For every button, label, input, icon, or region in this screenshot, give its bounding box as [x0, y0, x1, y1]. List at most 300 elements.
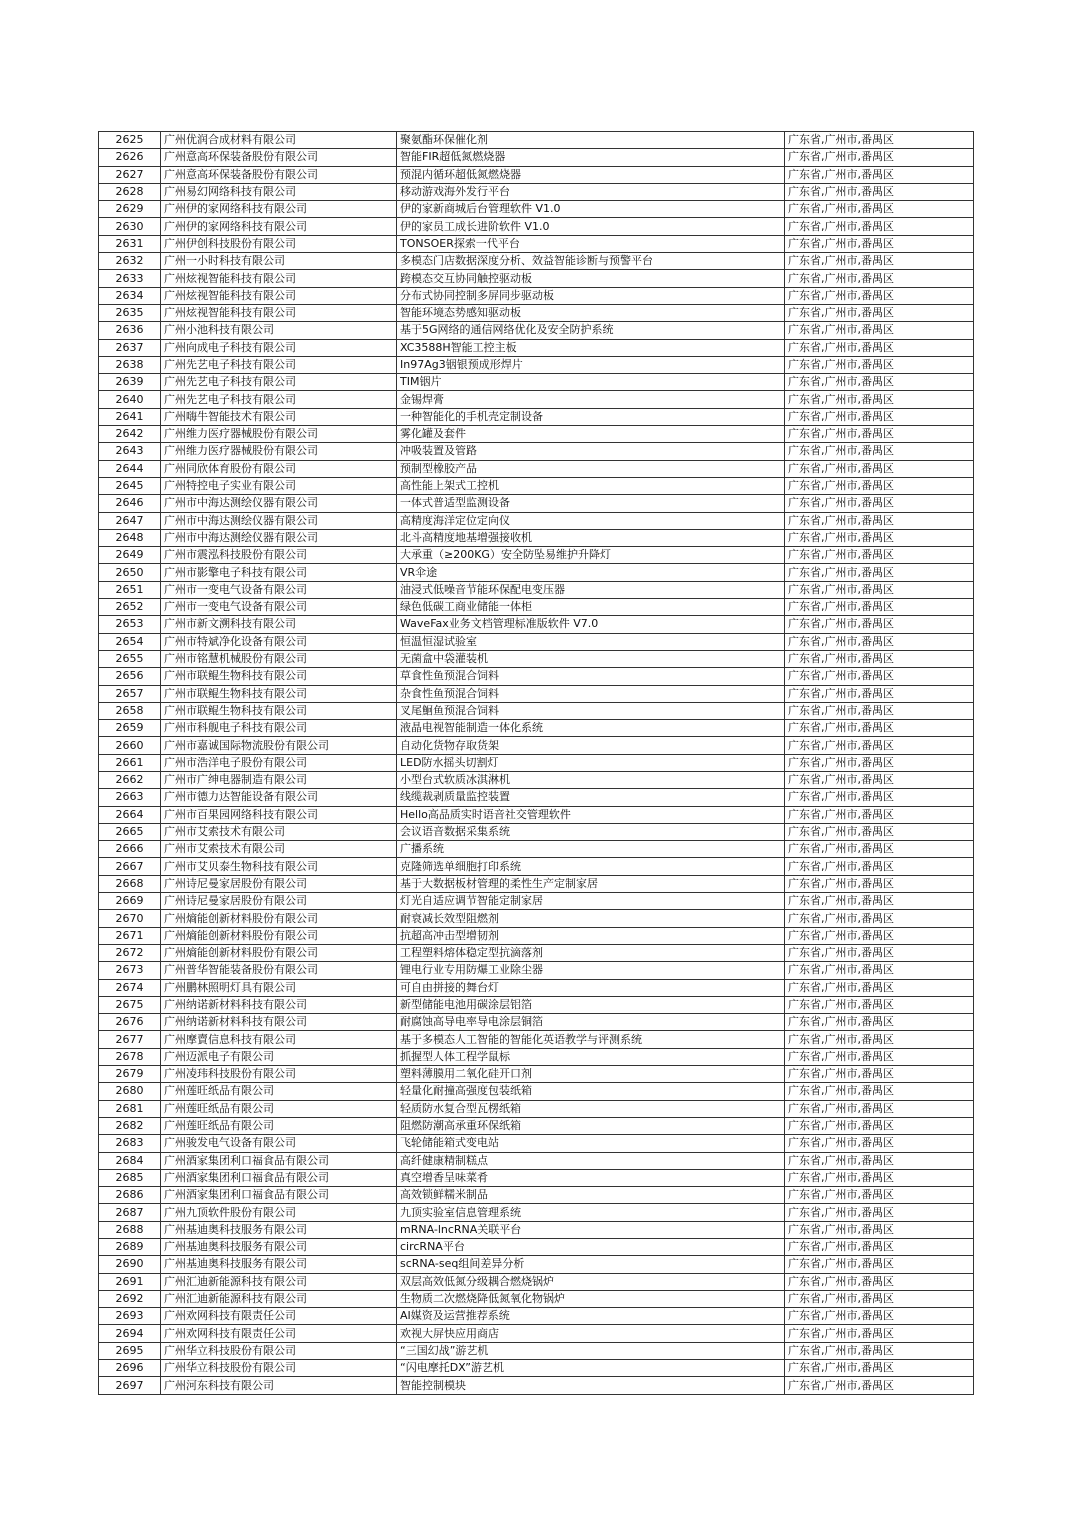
table-row — [99, 1187, 974, 1204]
product-table — [98, 131, 974, 1395]
region-cell: 广东省,广州市,番禺区 — [785, 253, 974, 270]
region-cell: 广东省,广州市,番禺区 — [785, 685, 974, 702]
row-number-cell: 2632 — [99, 253, 161, 270]
table-row — [99, 996, 974, 1013]
region-cell: 广东省,广州市,番禺区 — [785, 564, 974, 581]
region-cell: 广东省,广州市,番禺区 — [785, 512, 974, 529]
row-number-cell: 2685 — [99, 1169, 161, 1186]
row-number-cell: 2659 — [99, 720, 161, 737]
product-name-cell: 可自由拼接的舞台灯 — [397, 979, 785, 996]
region-cell: 广东省,广州市,番禺区 — [785, 1273, 974, 1290]
company-name-cell: 广州向成电子科技有限公司 — [161, 339, 397, 356]
row-number-cell: 2669 — [99, 893, 161, 910]
table-row — [99, 599, 974, 616]
row-number-cell: 2665 — [99, 823, 161, 840]
table-row — [99, 1014, 974, 1031]
row-number-cell: 2649 — [99, 547, 161, 564]
product-name-cell: 阻燃防潮高承重环保纸箱 — [397, 1117, 785, 1134]
table-row — [99, 806, 974, 823]
region-cell: 广东省,广州市,番禺区 — [785, 737, 974, 754]
table-row — [99, 1308, 974, 1325]
row-number-cell: 2683 — [99, 1135, 161, 1152]
row-number-cell: 2643 — [99, 443, 161, 460]
company-name-cell: 广州迈派电子有限公司 — [161, 1048, 397, 1065]
row-number-cell: 2684 — [99, 1152, 161, 1169]
company-name-cell: 广州汇迪新能源科技有限公司 — [161, 1273, 397, 1290]
table-row — [99, 564, 974, 581]
product-name-cell: mRNA-lncRNA关联平台 — [397, 1221, 785, 1238]
row-number-cell: 2641 — [99, 408, 161, 425]
product-name-cell: 冲吸装置及管路 — [397, 443, 785, 460]
product-name-cell: 预制型橡胶产品 — [397, 460, 785, 477]
region-cell: 广东省,广州市,番禺区 — [785, 201, 974, 218]
table-row — [99, 443, 974, 460]
company-name-cell: 广州市嘉诚国际物流股份有限公司 — [161, 737, 397, 754]
row-number-cell: 2640 — [99, 391, 161, 408]
region-cell: 广东省,广州市,番禺区 — [785, 166, 974, 183]
table-row — [99, 841, 974, 858]
table-row — [99, 374, 974, 391]
product-name-cell: 会议语音数据采集系统 — [397, 823, 785, 840]
company-name-cell: 广州基迪奥科技服务有限公司 — [161, 1256, 397, 1273]
region-cell: 广东省,广州市,番禺区 — [785, 668, 974, 685]
product-name-cell: 金锡焊膏 — [397, 391, 785, 408]
company-name-cell: 广州欢网科技有限责任公司 — [161, 1308, 397, 1325]
row-number-cell: 2638 — [99, 356, 161, 373]
region-cell: 广东省,广州市,番禺区 — [785, 183, 974, 200]
product-name-cell: Hello高品质实时语音社交管理软件 — [397, 806, 785, 823]
row-number-cell: 2635 — [99, 304, 161, 321]
table-row — [99, 201, 974, 218]
table-row — [99, 304, 974, 321]
product-name-cell: 恒温恒湿试验室 — [397, 633, 785, 650]
row-number-cell: 2654 — [99, 633, 161, 650]
region-cell: 广东省,广州市,番禺区 — [785, 356, 974, 373]
region-cell: 广东省,广州市,番禺区 — [785, 1066, 974, 1083]
table-row — [99, 1290, 974, 1307]
table-row — [99, 408, 974, 425]
table-row — [99, 547, 974, 564]
product-name-cell: 跨模态交互协同触控驱动板 — [397, 270, 785, 287]
company-name-cell: 广州先艺电子科技有限公司 — [161, 356, 397, 373]
product-name-cell: 绿色低碳工商业储能一体柜 — [397, 599, 785, 616]
table-row — [99, 702, 974, 719]
company-name-cell: 广州市中海达测绘仪器有限公司 — [161, 512, 397, 529]
table-body — [99, 132, 974, 1395]
table-row — [99, 1169, 974, 1186]
company-name-cell: 广州市一变电气设备有限公司 — [161, 581, 397, 598]
row-number-cell: 2673 — [99, 962, 161, 979]
row-number-cell: 2634 — [99, 287, 161, 304]
company-name-cell: 广州熵能创新材料股份有限公司 — [161, 944, 397, 961]
row-number-cell: 2658 — [99, 702, 161, 719]
company-name-cell: 广州诗尼曼家居股份有限公司 — [161, 875, 397, 892]
row-number-cell: 2639 — [99, 374, 161, 391]
row-number-cell: 2637 — [99, 339, 161, 356]
table-row — [99, 1273, 974, 1290]
region-cell: 广东省,广州市,番禺区 — [785, 1031, 974, 1048]
table-row — [99, 1117, 974, 1134]
region-cell: 广东省,广州市,番禺区 — [785, 132, 974, 149]
table-row — [99, 183, 974, 200]
company-name-cell: 广州河东科技有限公司 — [161, 1377, 397, 1394]
region-cell: 广东省,广州市,番禺区 — [785, 1117, 974, 1134]
row-number-cell: 2682 — [99, 1117, 161, 1134]
product-name-cell: circRNA平台 — [397, 1239, 785, 1256]
region-cell: 广东省,广州市,番禺区 — [785, 1342, 974, 1359]
company-name-cell: 广州基迪奥科技服务有限公司 — [161, 1221, 397, 1238]
company-name-cell: 广州市一变电气设备有限公司 — [161, 599, 397, 616]
company-name-cell: 广州诗尼曼家居股份有限公司 — [161, 893, 397, 910]
table-row — [99, 166, 974, 183]
company-name-cell: 广州市铭慧机械股份有限公司 — [161, 650, 397, 667]
company-name-cell: 广州市联鲲生物科技有限公司 — [161, 685, 397, 702]
row-number-cell: 2672 — [99, 944, 161, 961]
product-name-cell: 伊的家员工成长进阶软件 V1.0 — [397, 218, 785, 235]
row-number-cell: 2657 — [99, 685, 161, 702]
row-number-cell: 2674 — [99, 979, 161, 996]
company-name-cell: 广州纳诺新材料科技有限公司 — [161, 996, 397, 1013]
product-name-cell: 轻质防水复合型瓦楞纸箱 — [397, 1100, 785, 1117]
company-name-cell: 广州莲旺纸品有限公司 — [161, 1083, 397, 1100]
company-name-cell: 广州伊创科技股份有限公司 — [161, 235, 397, 252]
company-name-cell: 广州小池科技有限公司 — [161, 322, 397, 339]
product-name-cell: 欢视大屏快应用商店 — [397, 1325, 785, 1342]
company-name-cell: 广州基迪奥科技服务有限公司 — [161, 1239, 397, 1256]
table-row — [99, 1360, 974, 1377]
product-name-cell: 耐腐蚀高导电率导电涂层铜箔 — [397, 1014, 785, 1031]
company-name-cell: 广州汇迪新能源科技有限公司 — [161, 1290, 397, 1307]
table-row — [99, 1152, 974, 1169]
row-number-cell: 2686 — [99, 1187, 161, 1204]
company-name-cell: 广州易幻网络科技有限公司 — [161, 183, 397, 200]
region-cell: 广东省,广州市,番禺区 — [785, 823, 974, 840]
row-number-cell: 2644 — [99, 460, 161, 477]
company-name-cell: 广州维力医疗器械股份有限公司 — [161, 426, 397, 443]
table-row — [99, 1048, 974, 1065]
table-row — [99, 1221, 974, 1238]
row-number-cell: 2662 — [99, 771, 161, 788]
region-cell: 广东省,广州市,番禺区 — [785, 789, 974, 806]
row-number-cell: 2651 — [99, 581, 161, 598]
product-name-cell: 锂电行业专用防爆工业除尘器 — [397, 962, 785, 979]
table-row — [99, 650, 974, 667]
region-cell: 广东省,广州市,番禺区 — [785, 460, 974, 477]
company-name-cell: 广州市新文溯科技有限公司 — [161, 616, 397, 633]
region-cell: 广东省,广州市,番禺区 — [785, 1308, 974, 1325]
product-name-cell: 灯光自适应调节智能定制家居 — [397, 893, 785, 910]
table-row — [99, 339, 974, 356]
company-name-cell: 广州伊的家网络科技有限公司 — [161, 218, 397, 235]
row-number-cell: 2694 — [99, 1325, 161, 1342]
table-row — [99, 235, 974, 252]
company-name-cell: 广州先艺电子科技有限公司 — [161, 391, 397, 408]
product-name-cell: VR伞途 — [397, 564, 785, 581]
region-cell: 广东省,广州市,番禺区 — [785, 1152, 974, 1169]
table-row — [99, 426, 974, 443]
row-number-cell: 2681 — [99, 1100, 161, 1117]
region-cell: 广东省,广州市,番禺区 — [785, 944, 974, 961]
product-name-cell: 抗超高冲击型增韧剂 — [397, 927, 785, 944]
row-number-cell: 2697 — [99, 1377, 161, 1394]
row-number-cell: 2668 — [99, 875, 161, 892]
table-row — [99, 495, 974, 512]
table-row — [99, 875, 974, 892]
product-name-cell: 九顶实验室信息管理系统 — [397, 1204, 785, 1221]
company-name-cell: 广州市中海达测绘仪器有限公司 — [161, 529, 397, 546]
company-name-cell: 广州市艾贝泰生物科技有限公司 — [161, 858, 397, 875]
product-name-cell: 预混内循环超低氮燃烧器 — [397, 166, 785, 183]
region-cell: 广东省,广州市,番禺区 — [785, 771, 974, 788]
row-number-cell: 2690 — [99, 1256, 161, 1273]
row-number-cell: 2647 — [99, 512, 161, 529]
region-cell: 广东省,广州市,番禺区 — [785, 235, 974, 252]
company-name-cell: 广州炫视智能科技有限公司 — [161, 304, 397, 321]
table-row — [99, 685, 974, 702]
region-cell: 广东省,广州市,番禺区 — [785, 581, 974, 598]
table-row — [99, 616, 974, 633]
company-name-cell: 广州欢网科技有限责任公司 — [161, 1325, 397, 1342]
product-name-cell: “三国幻战”游艺机 — [397, 1342, 785, 1359]
table-row — [99, 944, 974, 961]
company-name-cell: 广州市联鲲生物科技有限公司 — [161, 668, 397, 685]
product-name-cell: 新型储能电池用碳涂层铝箔 — [397, 996, 785, 1013]
company-name-cell: 广州炫视智能科技有限公司 — [161, 270, 397, 287]
table-row — [99, 1100, 974, 1117]
region-cell: 广东省,广州市,番禺区 — [785, 426, 974, 443]
row-number-cell: 2642 — [99, 426, 161, 443]
product-name-cell: 双层高效低氮分级耦合燃烧锅炉 — [397, 1273, 785, 1290]
region-cell: 广东省,广州市,番禺区 — [785, 287, 974, 304]
product-name-cell: 轻量化耐撞高强度包装纸箱 — [397, 1083, 785, 1100]
region-cell: 广东省,广州市,番禺区 — [785, 1290, 974, 1307]
region-cell: 广东省,广州市,番禺区 — [785, 858, 974, 875]
row-number-cell: 2695 — [99, 1342, 161, 1359]
product-name-cell: 伊的家新商城后台管理软件 V1.0 — [397, 201, 785, 218]
row-number-cell: 2680 — [99, 1083, 161, 1100]
row-number-cell: 2646 — [99, 495, 161, 512]
row-number-cell: 2628 — [99, 183, 161, 200]
product-name-cell: 抓握型人体工程学鼠标 — [397, 1048, 785, 1065]
product-name-cell: 飞轮储能箱式变电站 — [397, 1135, 785, 1152]
region-cell: 广东省,广州市,番禺区 — [785, 1221, 974, 1238]
product-name-cell: AI媒资及运营推荐系统 — [397, 1308, 785, 1325]
row-number-cell: 2626 — [99, 149, 161, 166]
table-row — [99, 771, 974, 788]
product-name-cell: 真空增香呈味菜肴 — [397, 1169, 785, 1186]
table-row — [99, 581, 974, 598]
row-number-cell: 2676 — [99, 1014, 161, 1031]
table-row — [99, 823, 974, 840]
company-name-cell: 广州特控电子实业有限公司 — [161, 477, 397, 494]
row-number-cell: 2692 — [99, 1290, 161, 1307]
region-cell: 广东省,广州市,番禺区 — [785, 339, 974, 356]
row-number-cell: 2629 — [99, 201, 161, 218]
product-name-cell: 广播系统 — [397, 841, 785, 858]
table-row — [99, 270, 974, 287]
row-number-cell: 2625 — [99, 132, 161, 149]
company-name-cell: 广州鹏林照明灯具有限公司 — [161, 979, 397, 996]
region-cell: 广东省,广州市,番禺区 — [785, 408, 974, 425]
row-number-cell: 2661 — [99, 754, 161, 771]
company-name-cell: 广州普华智能装备股份有限公司 — [161, 962, 397, 979]
product-name-cell: 无菌盒中袋灌装机 — [397, 650, 785, 667]
region-cell: 广东省,广州市,番禺区 — [785, 616, 974, 633]
company-name-cell: 广州纳诺新材料科技有限公司 — [161, 1014, 397, 1031]
company-name-cell: 广州伊的家网络科技有限公司 — [161, 201, 397, 218]
company-name-cell: 广州凌玮科技股份有限公司 — [161, 1066, 397, 1083]
region-cell: 广东省,广州市,番禺区 — [785, 391, 974, 408]
table-row — [99, 1031, 974, 1048]
company-name-cell: 广州酒家集团利口福食品有限公司 — [161, 1187, 397, 1204]
region-cell: 广东省,广州市,番禺区 — [785, 599, 974, 616]
product-name-cell: 雾化罐及套件 — [397, 426, 785, 443]
product-name-cell: 智能控制模块 — [397, 1377, 785, 1394]
product-name-cell: LED防水摇头切割灯 — [397, 754, 785, 771]
company-name-cell: 广州同欣体育股份有限公司 — [161, 460, 397, 477]
table-row — [99, 910, 974, 927]
company-name-cell: 广州莲旺纸品有限公司 — [161, 1100, 397, 1117]
table-row — [99, 287, 974, 304]
table-row — [99, 754, 974, 771]
region-cell: 广东省,广州市,番禺区 — [785, 443, 974, 460]
product-name-cell: 基于多模态人工智能的智能化英语教学与评测系统 — [397, 1031, 785, 1048]
region-cell: 广东省,广州市,番禺区 — [785, 806, 974, 823]
product-name-cell: 一体式普适型监测设备 — [397, 495, 785, 512]
product-name-cell: XC3588H智能工控主板 — [397, 339, 785, 356]
region-cell: 广东省,广州市,番禺区 — [785, 1325, 974, 1342]
company-name-cell: 广州市科舰电子科技有限公司 — [161, 720, 397, 737]
product-name-cell: TIM铟片 — [397, 374, 785, 391]
region-cell: 广东省,广州市,番禺区 — [785, 910, 974, 927]
region-cell: 广东省,广州市,番禺区 — [785, 1100, 974, 1117]
table-row — [99, 391, 974, 408]
region-cell: 广东省,广州市,番禺区 — [785, 996, 974, 1013]
table-row — [99, 1239, 974, 1256]
row-number-cell: 2648 — [99, 529, 161, 546]
region-cell: 广东省,广州市,番禺区 — [785, 1169, 974, 1186]
region-cell: 广东省,广州市,番禺区 — [785, 720, 974, 737]
table-row — [99, 1066, 974, 1083]
product-name-cell: 小型台式软质冰淇淋机 — [397, 771, 785, 788]
region-cell: 广东省,广州市,番禺区 — [785, 1360, 974, 1377]
company-name-cell: 广州市震泓科技股份有限公司 — [161, 547, 397, 564]
product-name-cell: 草食性鱼预混合饲料 — [397, 668, 785, 685]
row-number-cell: 2663 — [99, 789, 161, 806]
row-number-cell: 2677 — [99, 1031, 161, 1048]
row-number-cell: 2656 — [99, 668, 161, 685]
product-name-cell: 移动游戏海外发行平台 — [397, 183, 785, 200]
company-name-cell: 广州先艺电子科技有限公司 — [161, 374, 397, 391]
table-row — [99, 132, 974, 149]
product-name-cell: 高精度海洋定位定向仪 — [397, 512, 785, 529]
row-number-cell: 2633 — [99, 270, 161, 287]
row-number-cell: 2678 — [99, 1048, 161, 1065]
region-cell: 广东省,广州市,番禺区 — [785, 1204, 974, 1221]
region-cell: 广东省,广州市,番禺区 — [785, 495, 974, 512]
table-row — [99, 477, 974, 494]
product-name-cell: 叉尾鮰鱼预混合饲料 — [397, 702, 785, 719]
row-number-cell: 2689 — [99, 1239, 161, 1256]
region-cell: 广东省,广州市,番禺区 — [785, 149, 974, 166]
company-name-cell: 广州市百果园网络科技有限公司 — [161, 806, 397, 823]
region-cell: 广东省,广州市,番禺区 — [785, 477, 974, 494]
region-cell: 广东省,广州市,番禺区 — [785, 1256, 974, 1273]
product-name-cell: 聚氨酯环保催化剂 — [397, 132, 785, 149]
region-cell: 广东省,广州市,番禺区 — [785, 218, 974, 235]
region-cell: 广东省,广州市,番禺区 — [785, 1377, 974, 1394]
region-cell: 广东省,广州市,番禺区 — [785, 875, 974, 892]
product-name-cell: 一种智能化的手机壳定制设备 — [397, 408, 785, 425]
region-cell: 广东省,广州市,番禺区 — [785, 1083, 974, 1100]
table-row — [99, 927, 974, 944]
product-name-cell: 克隆筛选单细胞打印系统 — [397, 858, 785, 875]
product-name-cell: 杂食性鱼预混合饲料 — [397, 685, 785, 702]
region-cell: 广东省,广州市,番禺区 — [785, 1187, 974, 1204]
company-name-cell: 广州华立科技股份有限公司 — [161, 1360, 397, 1377]
row-number-cell: 2631 — [99, 235, 161, 252]
product-name-cell: scRNA-seq组间差异分析 — [397, 1256, 785, 1273]
row-number-cell: 2636 — [99, 322, 161, 339]
table-row — [99, 668, 974, 685]
company-name-cell: 广州熵能创新材料股份有限公司 — [161, 910, 397, 927]
product-name-cell: 高纤健康精制糕点 — [397, 1152, 785, 1169]
region-cell: 广东省,广州市,番禺区 — [785, 962, 974, 979]
product-name-cell: 耐衰减长效型阻燃剂 — [397, 910, 785, 927]
product-name-cell: 多模态门店数据深度分析、效益智能诊断与预警平台 — [397, 253, 785, 270]
region-cell: 广东省,广州市,番禺区 — [785, 1048, 974, 1065]
company-name-cell: 广州骏发电气设备有限公司 — [161, 1135, 397, 1152]
product-name-cell: 智能环境态势感知驱动板 — [397, 304, 785, 321]
table-row — [99, 1204, 974, 1221]
row-number-cell: 2655 — [99, 650, 161, 667]
table-row — [99, 962, 974, 979]
row-number-cell: 2652 — [99, 599, 161, 616]
region-cell: 广东省,广州市,番禺区 — [785, 893, 974, 910]
row-number-cell: 2666 — [99, 841, 161, 858]
product-name-cell: “闪电摩托DX”游艺机 — [397, 1360, 785, 1377]
table-row — [99, 1135, 974, 1152]
product-name-cell: 高性能上架式工控机 — [397, 477, 785, 494]
table-row — [99, 789, 974, 806]
company-name-cell: 广州华立科技股份有限公司 — [161, 1342, 397, 1359]
table-row — [99, 460, 974, 477]
table-row — [99, 633, 974, 650]
product-name-cell: 分布式协同控制多屏同步驱动板 — [397, 287, 785, 304]
company-name-cell: 广州市影擎电子科技有限公司 — [161, 564, 397, 581]
row-number-cell: 2627 — [99, 166, 161, 183]
row-number-cell: 2675 — [99, 996, 161, 1013]
product-name-cell: 大承重（≥200KG）安全防坠易维护升降灯 — [397, 547, 785, 564]
company-name-cell: 广州市特斌净化设备有限公司 — [161, 633, 397, 650]
table-row — [99, 737, 974, 754]
table-row — [99, 858, 974, 875]
company-name-cell: 广州熵能创新材料股份有限公司 — [161, 927, 397, 944]
region-cell: 广东省,广州市,番禺区 — [785, 322, 974, 339]
row-number-cell: 2650 — [99, 564, 161, 581]
company-name-cell: 广州炫视智能科技有限公司 — [161, 287, 397, 304]
company-name-cell: 广州市广绅电器制造有限公司 — [161, 771, 397, 788]
company-name-cell: 广州市艾索技术有限公司 — [161, 841, 397, 858]
region-cell: 广东省,广州市,番禺区 — [785, 650, 974, 667]
table-row — [99, 1325, 974, 1342]
row-number-cell: 2679 — [99, 1066, 161, 1083]
table-row — [99, 893, 974, 910]
product-name-cell: 基于5G网络的通信网络优化及安全防护系统 — [397, 322, 785, 339]
table-row — [99, 253, 974, 270]
company-name-cell: 广州维力医疗器械股份有限公司 — [161, 443, 397, 460]
row-number-cell: 2667 — [99, 858, 161, 875]
